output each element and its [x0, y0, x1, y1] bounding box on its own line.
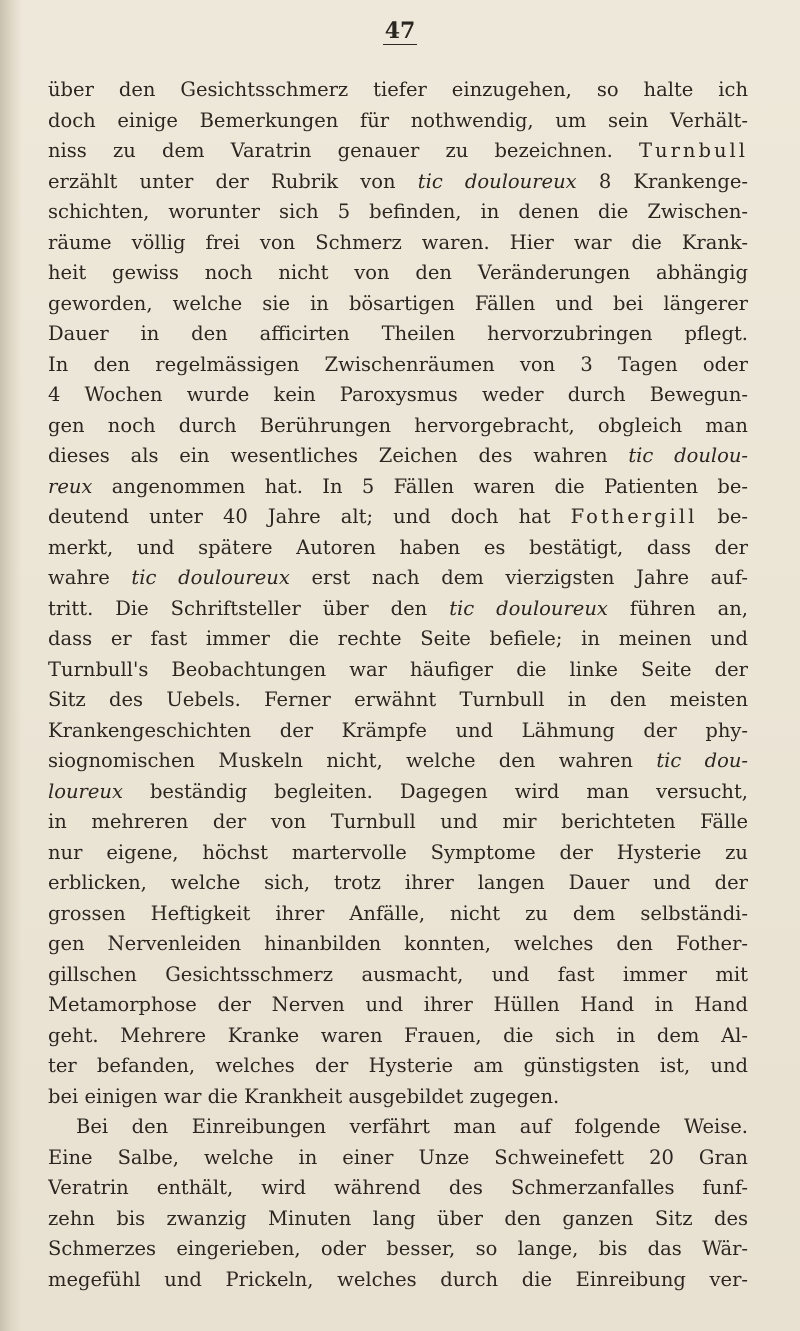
text-line: Dauer in den afficirten Theilen hervorzubringen pflegt.	[48, 322, 748, 345]
text-line: über den Gesichtsschmerz tiefer einzugehen, so halte ich	[48, 78, 748, 101]
text-line: dieses als ein wesentliches Zeichen des wahren tic doulou-	[48, 444, 748, 467]
text-line: ter befanden, welches der Hysterie am günstigsten ist, und	[48, 1054, 748, 1077]
text-line: grossen Heftigkeit ihrer Anfälle, nicht zu dem selbständi-	[48, 901, 748, 925]
text-line: in mehreren der von Turnbull und mir berichteten Fälle	[48, 810, 748, 833]
text-line: megefühl und Prickeln, welches durch die Einreibung ver-	[48, 1267, 748, 1291]
text-line: gillschen Gesichtsschmerz ausmacht, und fast immer mit	[48, 962, 748, 986]
text-line: deutend unter 40 Jahre alt; und doch hat Fothergill be-	[48, 505, 748, 528]
text-line: erblicken, welche sich, trotz ihrer langen Dauer und der	[48, 871, 748, 894]
text-line: Bei den Einreibungen verfährt man auf folgende Weise.	[76, 1115, 748, 1138]
text-line: Metamorphose der Nerven und ihrer Hüllen Hand in Hand	[48, 993, 748, 1016]
text-line: geworden, welche sie in bösartigen Fällen und bei längerer	[48, 291, 748, 315]
text-line: gen noch durch Berührungen hervorgebracht, obgleich man	[48, 413, 748, 437]
text-line: 4 Wochen wurde kein Paroxysmus weder durch Bewegun-	[48, 383, 748, 406]
text-line: Sitz des Uebels. Ferner erwähnt Turnbull in den meisten	[48, 688, 748, 711]
text-line: niss zu dem Varatrin genauer zu bezeichnen. Turnbull	[48, 139, 748, 162]
text-line: heit gewiss noch nicht von den Veränderungen abhängig	[48, 261, 748, 284]
text-line: nur eigene, höchst martervolle Symptome der Hysterie zu	[48, 840, 748, 864]
text-line: siognomischen Muskeln nicht, welche den wahren tic dou-	[48, 749, 748, 772]
text-line: tritt. Die Schriftsteller über den tic douloureux führen an,	[48, 596, 748, 620]
text-line: Krankengeschichten der Krämpfe und Lähmung der phy-	[48, 718, 748, 742]
text-line: loureux beständig begleiten. Dagegen wird man versucht,	[48, 779, 748, 803]
text-line: Veratrin enthält, wird während des Schmerzanfalles funf-	[48, 1176, 748, 1199]
text-line: geht. Mehrere Kranke waren Frauen, die sich in dem Al-	[48, 1023, 748, 1047]
text-line: räume völlig frei von Schmerz waren. Hier war die Krank-	[48, 230, 748, 254]
text-line: wahre tic douloureux erst nach dem vierzigsten Jahre auf-	[48, 566, 748, 589]
text-line: In den regelmässigen Zwischenräumen von 3 Tagen oder	[48, 352, 748, 376]
text-line: bei einigen war die Krankheit ausgebildet zugegen.	[48, 1084, 560, 1108]
text-line: schichten, worunter sich 5 befinden, in denen die Zwischen-	[48, 200, 748, 223]
text-line: gen Nervenleiden hinanbilden konnten, welches den Fother-	[48, 932, 748, 955]
text-line: dass er fast immer die rechte Seite befiele; in meinen und	[48, 627, 748, 650]
text-line: reux angenommen hat. In 5 Fällen waren die Patienten be-	[48, 474, 748, 498]
text-line: Schmerzes eingerieben, oder besser, so lange, bis das Wär-	[48, 1237, 748, 1260]
body-text	[48, 75, 748, 1295]
text-line: doch einige Bemerkungen für nothwendig, um sein Verhält-	[48, 108, 748, 132]
text-line: Turnbull's Beobachtungen war häufiger die linke Seite der	[48, 657, 748, 681]
binding-gutter-shadow	[0, 0, 22, 1331]
text-line: zehn bis zwanzig Minuten lang über den ganzen Sitz des	[48, 1206, 748, 1230]
text-line: merkt, und spätere Autoren haben es bestätigt, dass der	[48, 535, 748, 559]
text-line: Eine Salbe, welche in einer Unze Schweinefett 20 Gran	[48, 1145, 748, 1169]
page-number: 47	[384, 18, 416, 44]
text-line: erzählt unter der Rubrik von tic douloureux 8 Krankenge-	[48, 169, 748, 193]
